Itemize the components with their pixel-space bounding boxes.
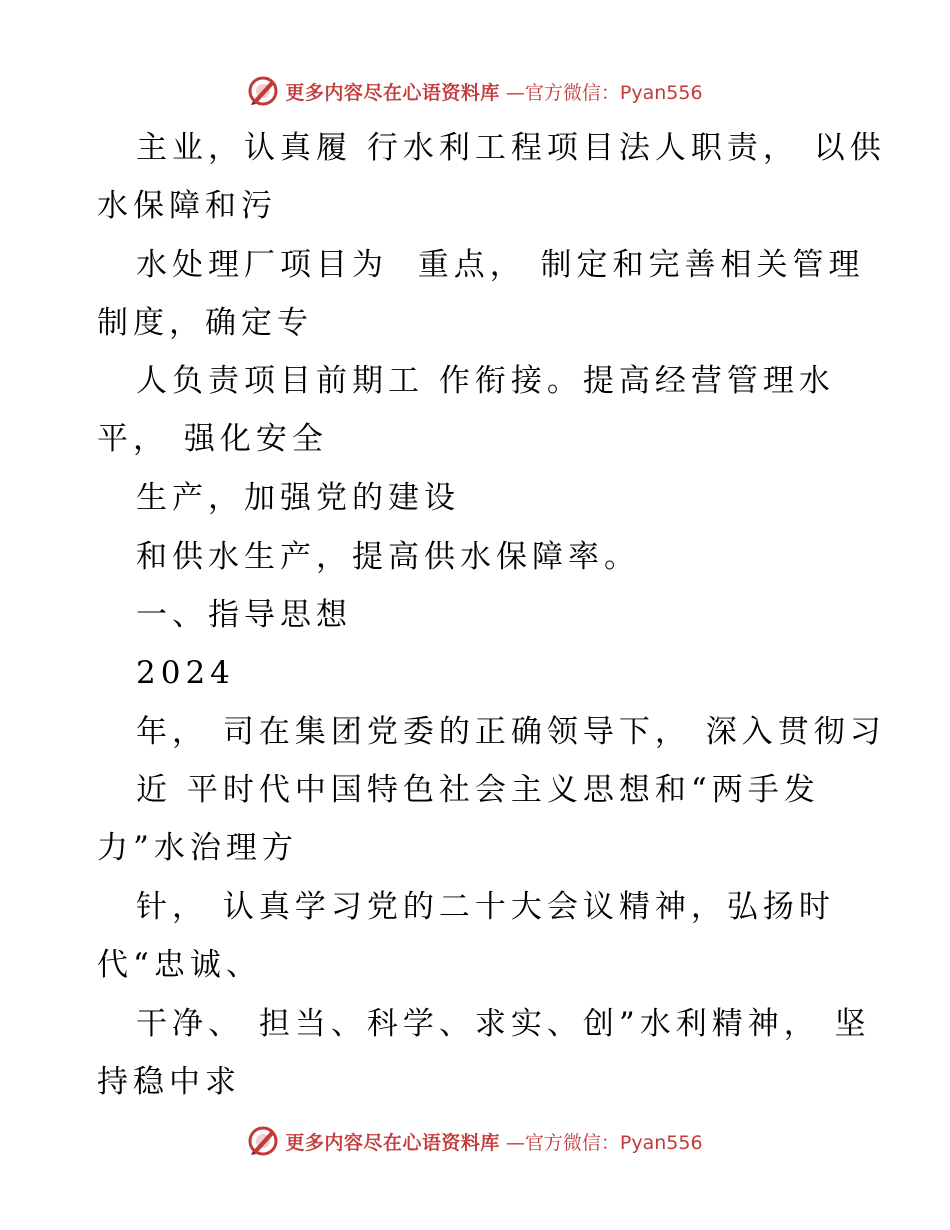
body-line: 持稳中求 [97, 1064, 241, 1100]
body-line: 2024 [136, 655, 235, 691]
body-line: 代“忠诚、 [97, 947, 262, 983]
body-line: 年， 司在集团党委的正确领导下， 深入贯彻习 [136, 714, 886, 750]
body-line: 制度，确定专 [97, 305, 313, 341]
section-heading: 一、指导思想 [136, 597, 352, 633]
body-line: 水保障和污 [97, 188, 277, 224]
body-line: 生产，加强党的建设 [136, 480, 460, 516]
watermark-text: 更多内容尽在心语资料库 [285, 1131, 500, 1154]
body-line: 近 平时代中国特色社会主义思想和“两手发 [136, 772, 820, 808]
body-line: 力”水治理方 [97, 830, 298, 866]
body-line: 针， 认真学习党的二十大会议精神，弘扬时 [136, 889, 835, 925]
body-line: 干净、 担当、科学、求实、创”水利精神， 坚 [136, 1006, 871, 1042]
body-line: 和供水生产，提高供水保障率。 [136, 539, 640, 575]
watermark-text: 更多内容尽在心语资料库 [285, 81, 500, 104]
pen-logo-icon [247, 75, 279, 107]
body-line: 平， 强化安全 [97, 421, 328, 457]
watermark-contact: —官方微信：Pyan556 [505, 81, 703, 104]
body-line: 人负责项目前期工 作衔接。提高经营管理水 [136, 363, 835, 399]
footer-watermark [0, 1121, 950, 1161]
watermark-contact: —官方微信：Pyan556 [505, 1131, 703, 1154]
body-line: 水处理厂项目为 重点， 制定和完善相关管理 [136, 247, 865, 283]
header-watermark [0, 71, 950, 111]
body-line: 主业，认真履 行水利工程项目法人职责， 以供 [136, 130, 886, 166]
pen-logo-icon [247, 1125, 279, 1157]
